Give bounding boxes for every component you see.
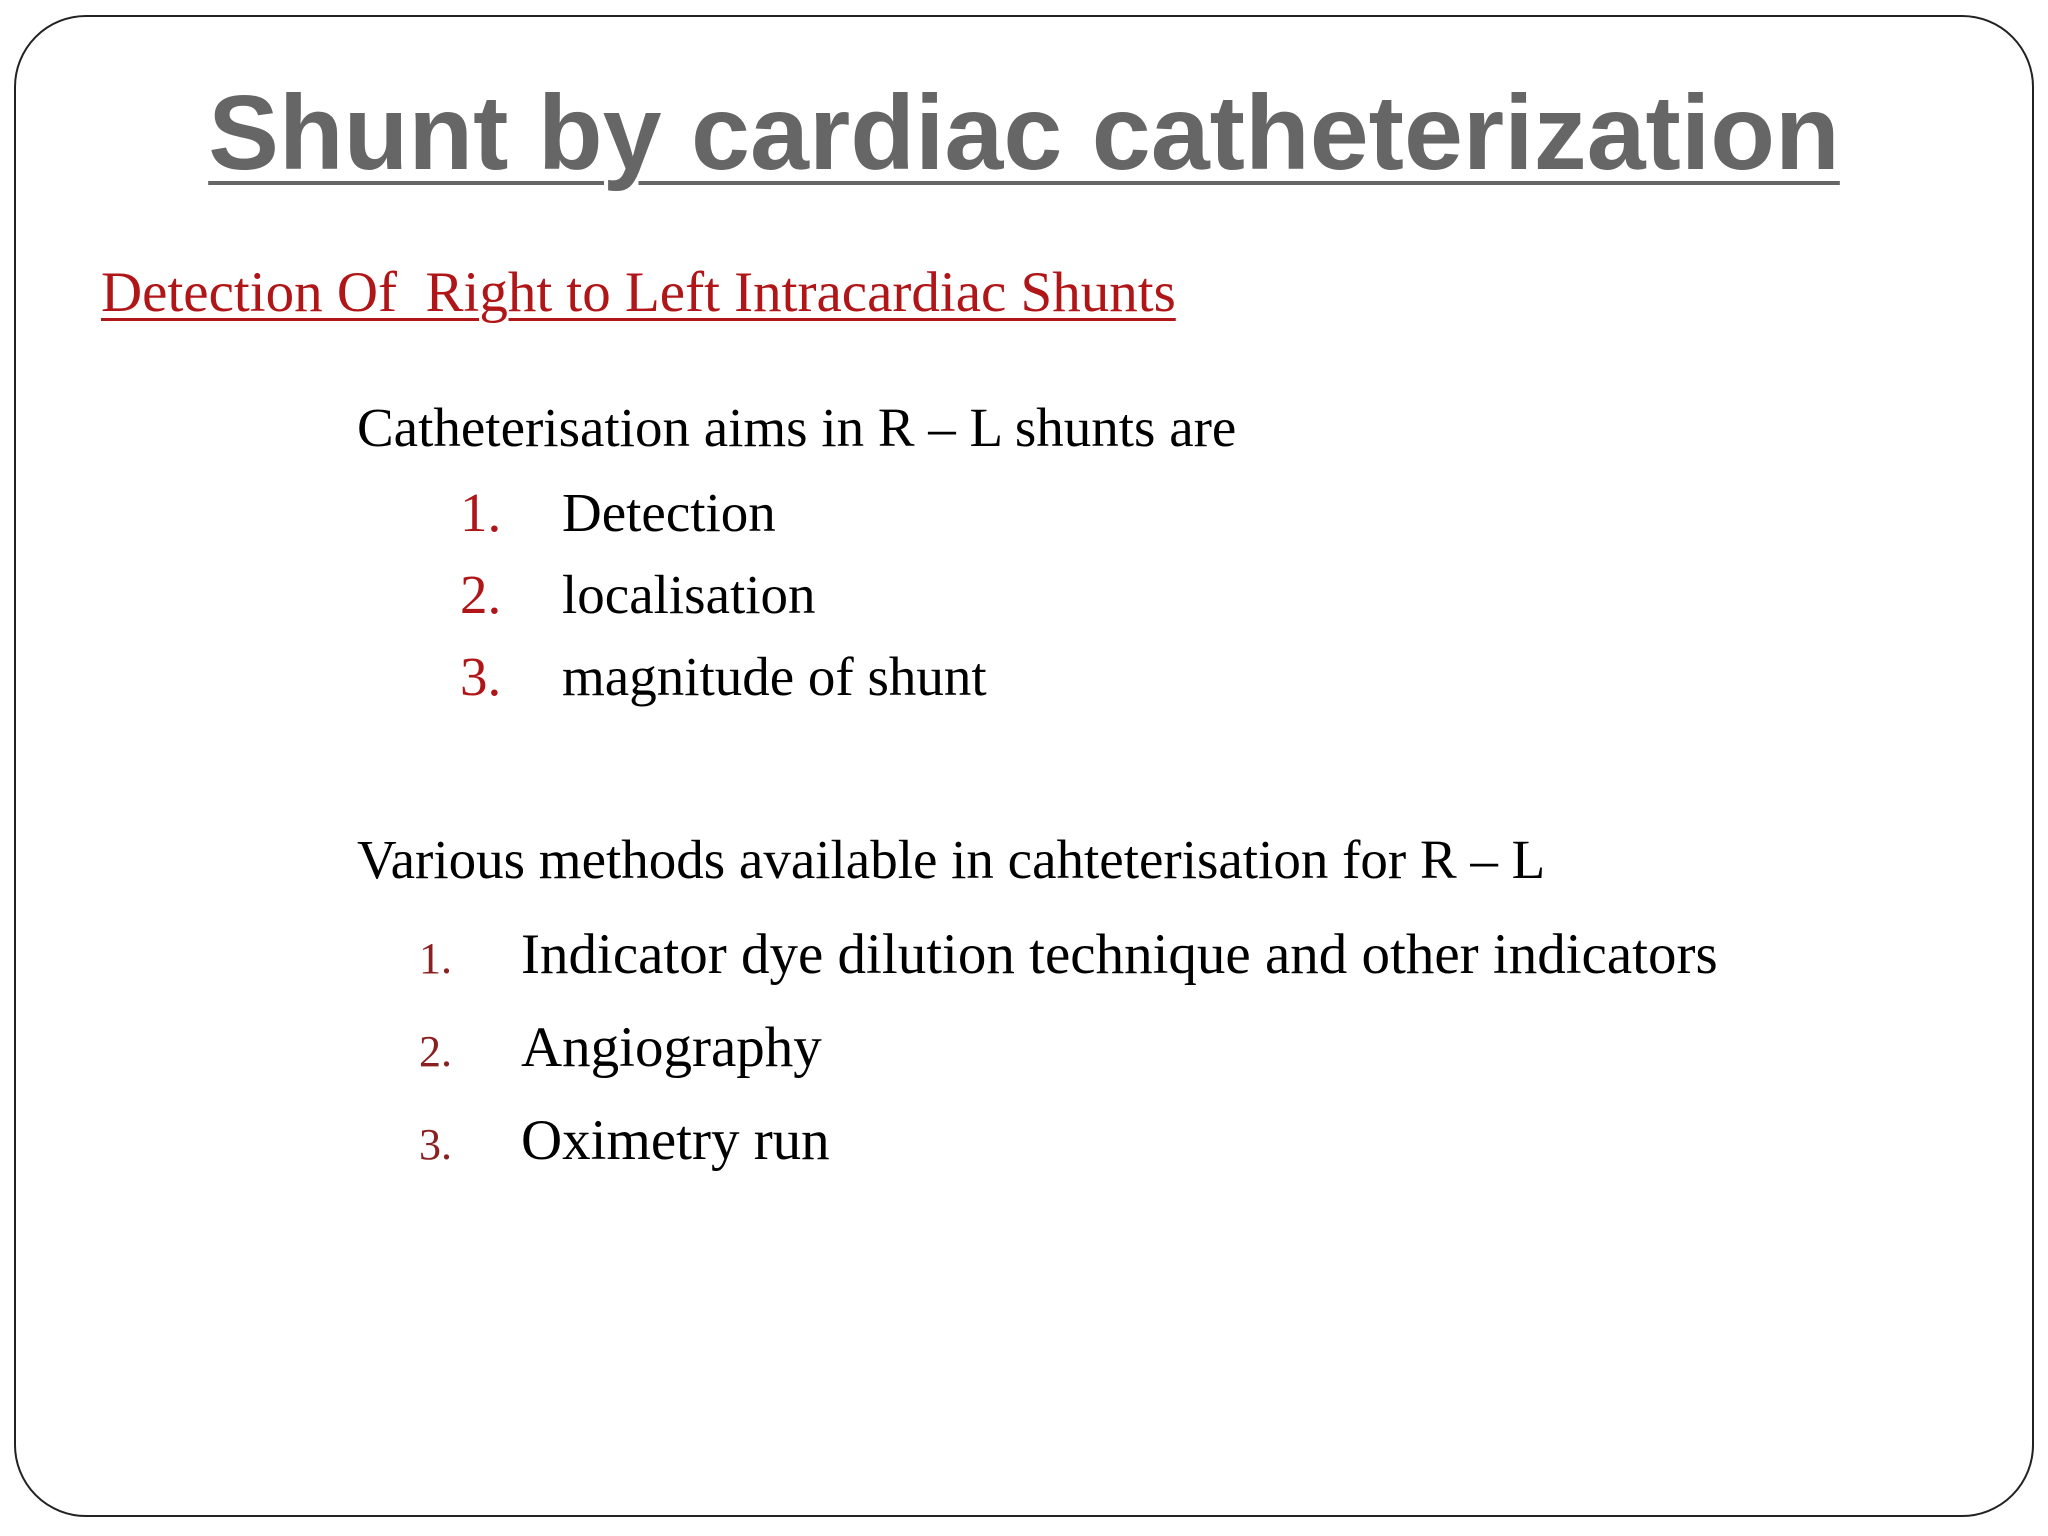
- list-item-text: localisation: [562, 564, 816, 625]
- slide-frame: [14, 15, 2034, 1517]
- list-item-number: 2.: [419, 1027, 452, 1076]
- list-item-number: 3.: [460, 646, 502, 707]
- list-item-text: magnitude of shunt: [562, 646, 987, 707]
- list-item-number: 1.: [419, 934, 452, 983]
- list-item-text: Indicator dye dilution technique and other indicators: [521, 923, 1718, 986]
- list-item-text: Detection: [562, 482, 776, 543]
- list-item-number: 3.: [419, 1120, 452, 1169]
- list-item-number: 2.: [460, 564, 502, 625]
- aims-intro: Catheterisation aims in R – L shunts are: [357, 397, 1237, 458]
- list-item-number: 1.: [460, 482, 502, 543]
- slide-title: [0, 68, 2048, 198]
- list-item-text: Oximetry run: [521, 1109, 830, 1172]
- list-item-text: Angiography: [521, 1016, 822, 1079]
- slide-title-text: Shunt by cardiac catheterization: [208, 74, 1840, 192]
- section-heading: Detection Of Right to Left Intracardiac Shunts: [101, 261, 1176, 324]
- methods-intro: Various methods available in cahteterisation for R – L: [357, 829, 1546, 890]
